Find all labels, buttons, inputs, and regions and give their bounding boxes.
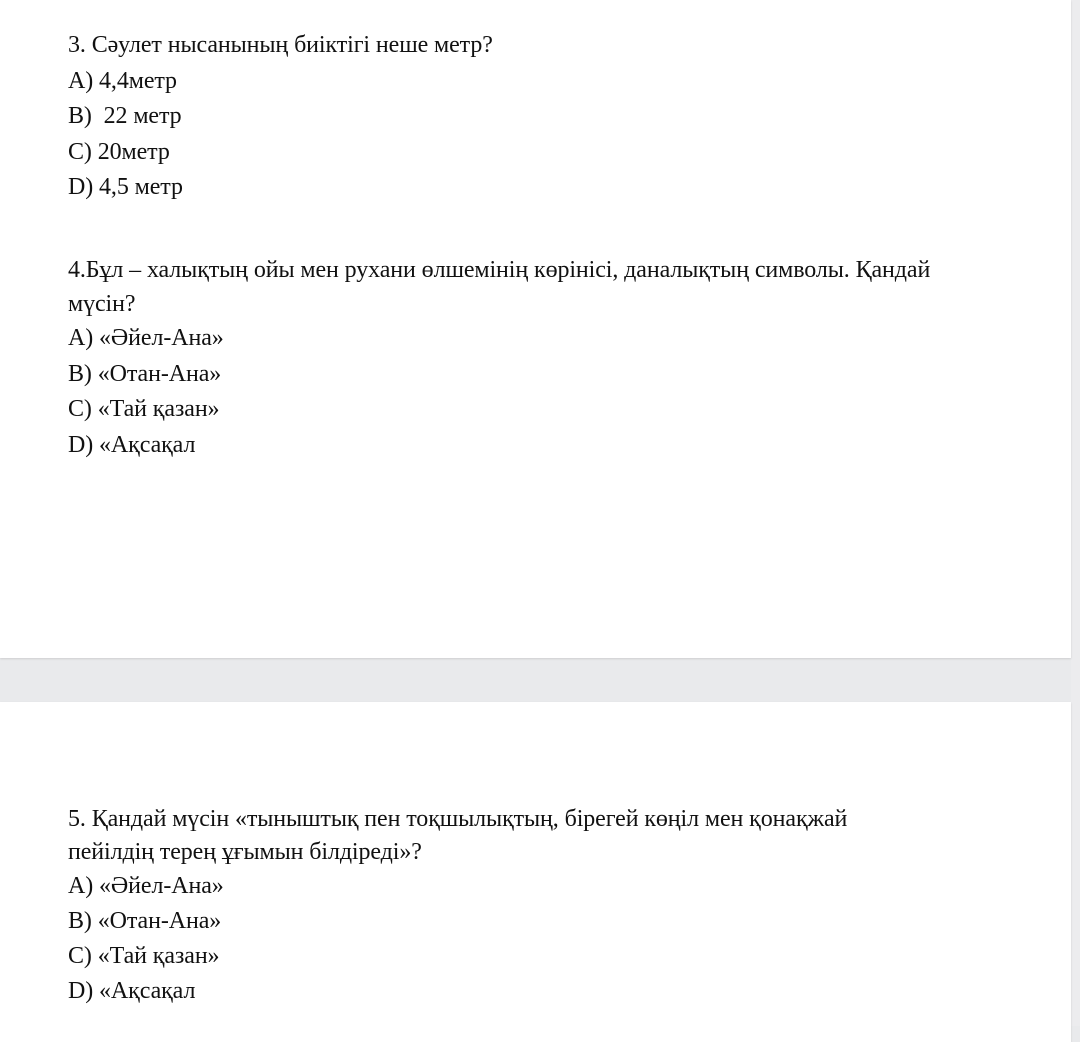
question-5 (68, 803, 1028, 1009)
question-5-option-d (68, 974, 1028, 1009)
question-5-option-c (68, 939, 1028, 974)
option-letter: B) (68, 103, 92, 129)
option-letter: C) (68, 138, 92, 165)
option-letter: A) (68, 873, 94, 899)
option-letter: B) (68, 908, 92, 934)
option-text: «Ақсақал (93, 978, 196, 1004)
question-5-text: 5. Қандай мүсін «тыныштық пен тоқшылықтың, бірегей көңіл мен қонақжай пейілдің терең ұғымын білдіреді»? (68, 806, 848, 865)
question-4-option-a (68, 321, 1028, 357)
option-text: «Әйел-Ана» (93, 325, 224, 351)
question-4-option-c (68, 392, 1028, 428)
option-letter: B) (68, 360, 92, 387)
option-letter: C) (68, 396, 92, 422)
question-5-option-a (68, 869, 1028, 904)
document-page-2 (0, 702, 1071, 1042)
question-3-option-b (68, 99, 1028, 135)
option-text: «Тай қазан» (91, 943, 220, 969)
question-3-option-a (68, 64, 1028, 100)
option-letter: D) (68, 431, 94, 458)
option-text: 22 метр (91, 103, 182, 129)
option-letter: D) (68, 174, 94, 200)
option-text: 4,4метр (93, 67, 177, 94)
option-text: 20метр (91, 138, 170, 165)
question-3-options (68, 64, 1028, 206)
question-4-option-d (68, 428, 1028, 464)
question-3-text: 3. Сәулет нысанының биіктігі неше метр? (68, 32, 493, 58)
option-text: «Отан-Ана» (91, 908, 222, 934)
option-text: «Әйел-Ана» (93, 873, 224, 899)
question-4 (68, 253, 1028, 463)
question-3 (68, 28, 1028, 206)
question-5-option-b (68, 904, 1028, 939)
question-5-options (68, 869, 1028, 1009)
question-4-options (68, 321, 1028, 463)
option-text: «Ақсақал (93, 431, 196, 458)
option-letter: A) (68, 67, 94, 94)
option-letter: A) (68, 325, 94, 351)
option-letter: D) (68, 978, 94, 1004)
option-text: 4,5 метр (93, 174, 183, 200)
question-3-option-c (68, 135, 1028, 171)
option-text: «Отан-Ана» (91, 360, 222, 387)
option-letter: C) (68, 943, 92, 969)
option-text: «Тай қазан» (91, 396, 220, 422)
viewer-scroll-gutter (1071, 0, 1080, 1026)
question-4-text: 4.Бұл – халықтың ойы мен рухани өлшемінің көрінісі, даналықтың символы. Қандай мүсін? (68, 257, 931, 317)
question-4-option-b (68, 357, 1028, 393)
question-3-option-d (68, 170, 1028, 206)
